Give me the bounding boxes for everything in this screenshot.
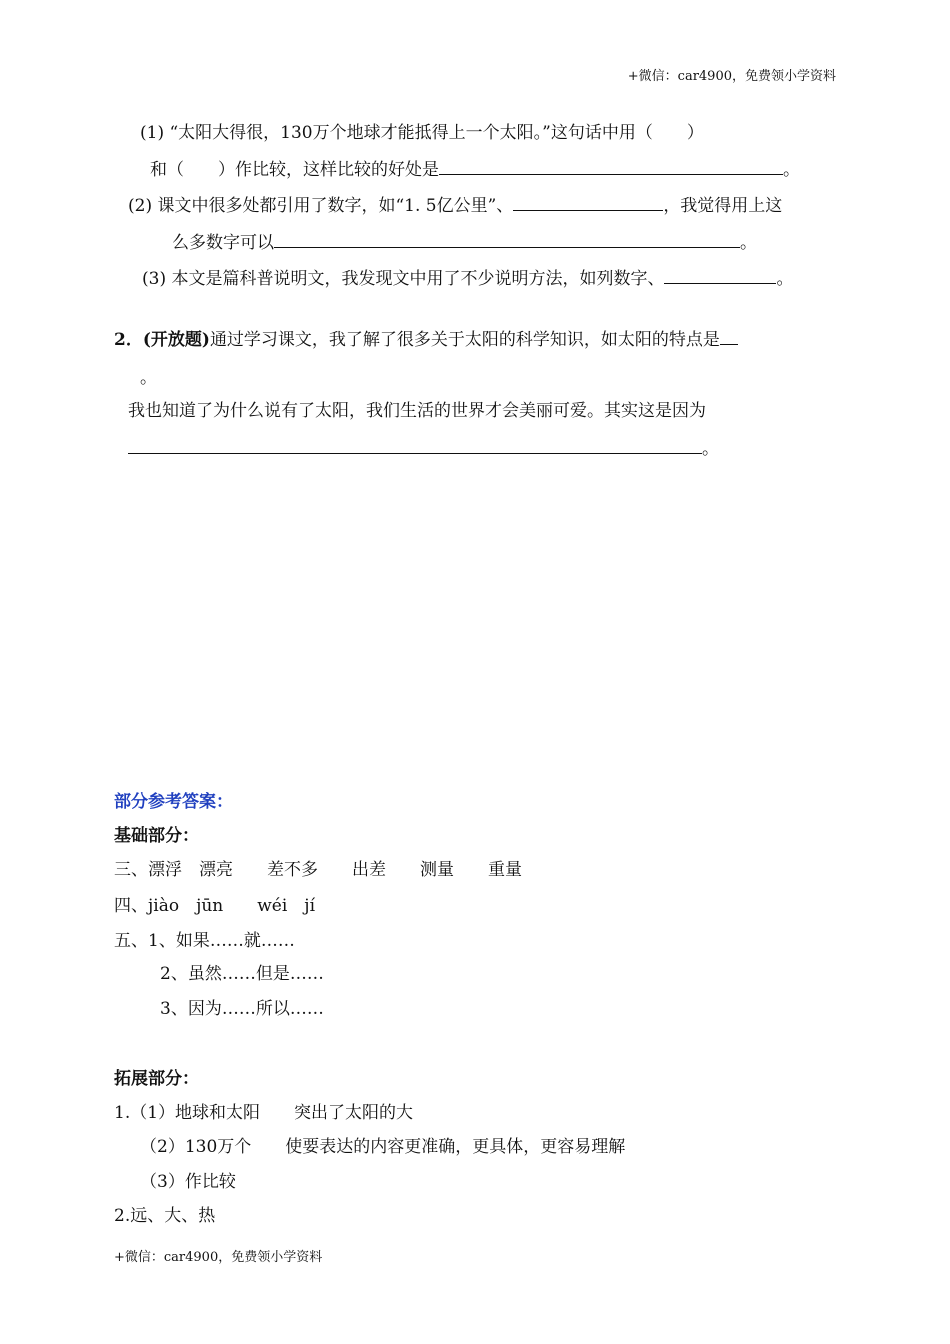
open-question-line-2: 。: [140, 368, 157, 388]
answer-blank[interactable]: [274, 231, 740, 248]
question-2-line-1: [128, 194, 782, 217]
question-1-line-2: [150, 158, 800, 181]
answer-blank[interactable]: [664, 267, 776, 284]
answer-line: 2.远、大、热: [114, 1206, 216, 1226]
open-question-tag: (开放题): [142, 330, 210, 350]
answer-line: （2）130万个 使要表达的内容更准确，更具体，更容易理解: [140, 1137, 626, 1157]
answer-line: 2、虽然……但是……: [160, 964, 324, 984]
open-question-line-1: [114, 328, 738, 351]
question-1-line-1: (1) “太阳大得很，130万个地球才能抵得上一个太阳。”这句话中用（ ）: [140, 123, 704, 143]
page-footer: +微信：car4900，免费领小学资料: [114, 1250, 323, 1265]
answer-line: （3）作比较: [140, 1172, 236, 1192]
question-1-end: 。: [783, 160, 800, 180]
extension-section-title: 拓展部分：: [114, 1069, 199, 1089]
answer-line: 3、因为……所以……: [160, 999, 324, 1019]
question-2-end: 。: [740, 233, 757, 253]
basic-section-title: 基础部分：: [114, 826, 199, 846]
answer-line: 1.（1）地球和太阳 突出了太阳的大: [114, 1103, 414, 1123]
answer-line: 五、1、如果……就……: [114, 931, 295, 951]
open-question-end: 。: [702, 439, 719, 459]
question-1-text: 和（ ）作比较，这样比较的好处是: [150, 160, 439, 180]
page-header: +微信：car4900，免费领小学资料: [627, 69, 836, 84]
open-question-line-4: [128, 437, 719, 460]
answer-blank[interactable]: [720, 328, 738, 345]
question-2-text-2: 么多数字可以: [172, 233, 274, 253]
question-2-text-tail: ，我觉得用上这: [663, 196, 783, 216]
open-question-text: 通过学习课文，我了解了很多关于太阳的科学知识，如太阳的特点是: [209, 330, 720, 350]
answer-line: 四、jiào jūn wéi jí: [114, 896, 316, 916]
open-question-number: 2．: [114, 330, 143, 350]
open-question-line-3: 我也知道了为什么说有了太阳，我们生活的世界才会美丽可爱。其实这是因为: [128, 401, 706, 421]
answers-title: 部分参考答案：: [114, 792, 233, 812]
question-2-line-2: [172, 231, 757, 254]
question-2-text: (2) 课文中很多处都引用了数字，如“1. 5亿公里”、: [128, 196, 514, 216]
question-3-text: (3) 本文是篇科普说明文，我发现文中用了不少说明方法，如列数字、: [142, 269, 665, 289]
question-3-end: 。: [776, 269, 794, 289]
answer-blank[interactable]: [128, 437, 702, 454]
answer-line: 三、漂浮 漂亮 差不多 出差 测量 重量: [114, 860, 522, 880]
answer-blank[interactable]: [513, 194, 663, 211]
question-3-line: [142, 267, 793, 290]
answer-blank[interactable]: [439, 158, 783, 175]
